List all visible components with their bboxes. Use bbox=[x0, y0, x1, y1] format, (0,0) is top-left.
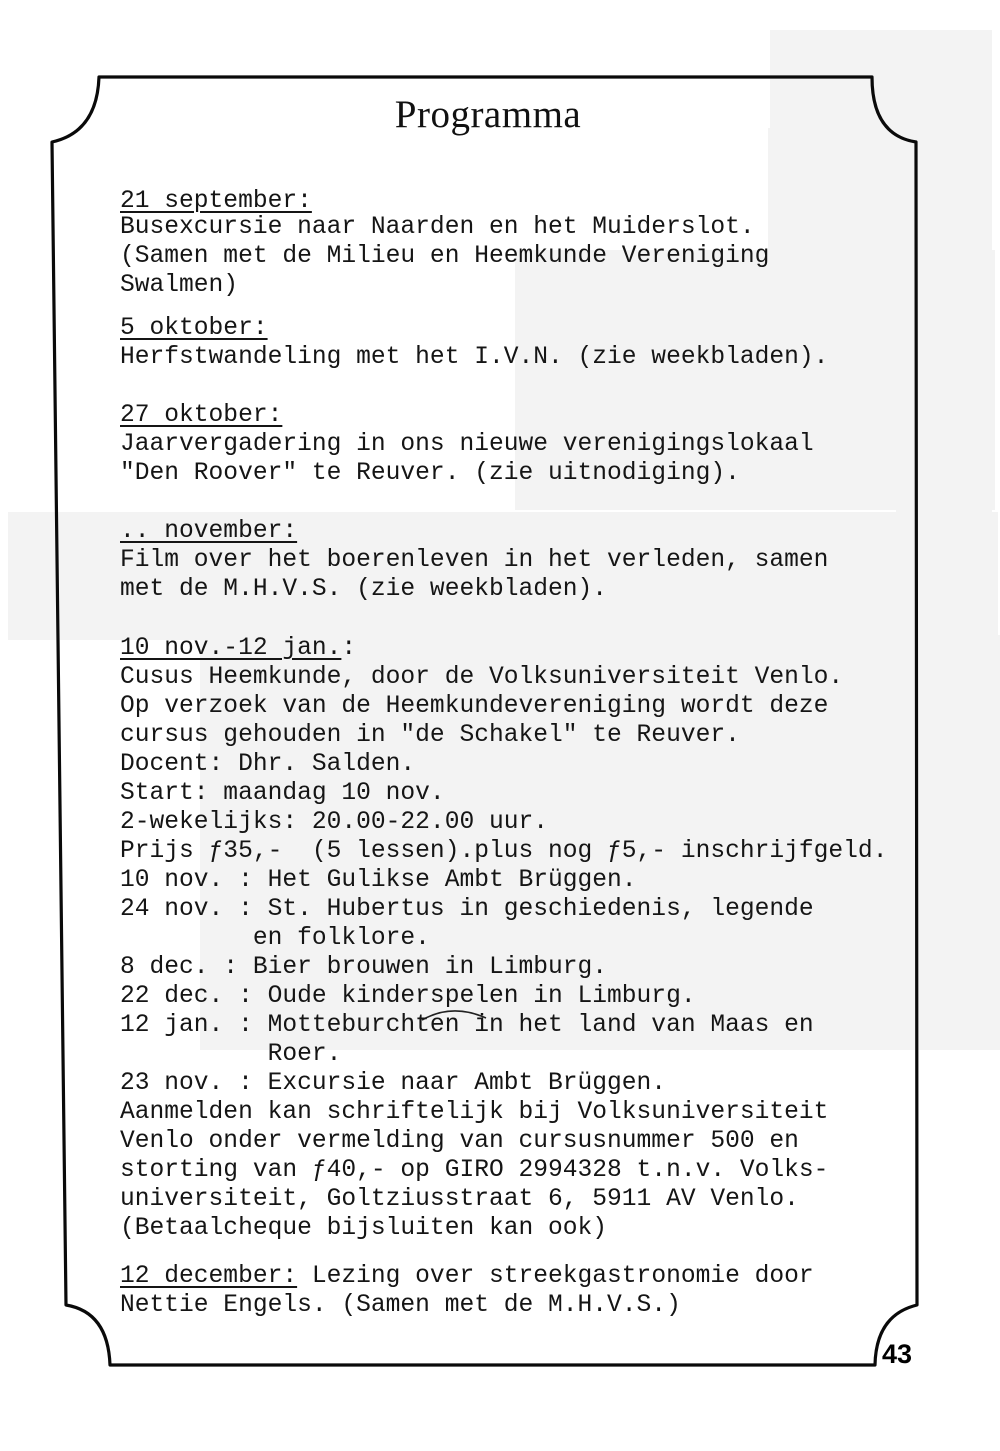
event-text: (Samen met de Milieu en Heemkunde Vereniging bbox=[120, 243, 770, 270]
event-date-suffix: : bbox=[341, 635, 357, 662]
event-text: (Betaalcheque bijsluiten kan ook) bbox=[120, 1215, 608, 1242]
event-date-line bbox=[120, 1262, 814, 1291]
event-text: Swalmen) bbox=[120, 272, 239, 299]
event-text: Aanmelden kan schriftelijk bij Volksuniversiteit bbox=[120, 1099, 829, 1126]
event-text: Busexcursie naar Naarden en het Muiderslot. bbox=[120, 214, 755, 241]
event-text: Nettie Engels. (Samen met de M.H.V.S.) bbox=[120, 1292, 681, 1319]
event-date: 12 december: bbox=[120, 1263, 298, 1290]
event-text: Film over het boerenleven in het verleden, samen bbox=[120, 547, 829, 574]
event-date-line bbox=[120, 634, 356, 663]
event-date: 5 oktober: bbox=[120, 315, 268, 342]
page-number: 43 bbox=[882, 1339, 913, 1369]
course-session: Roer. bbox=[120, 1041, 342, 1068]
event-text: Cusus Heemkunde, door de Volksuniversiteit Venlo. bbox=[120, 664, 844, 691]
event-date: 27 oktober: bbox=[120, 402, 283, 429]
event-text: Prijs ƒ35,- (5 lessen).plus nog ƒ5,- inschrijfgeld. bbox=[120, 838, 888, 865]
event-text: cursus gehouden in "de Schakel" te Reuver. bbox=[120, 722, 740, 749]
event-text: Start: maandag 10 nov. bbox=[120, 780, 445, 807]
course-session: 23 nov. : Excursie naar Ambt Brüggen. bbox=[120, 1070, 667, 1097]
course-session: 10 nov. : Het Gulikse Ambt Brüggen. bbox=[120, 867, 637, 894]
course-session: en folklore. bbox=[120, 925, 430, 952]
event-text: met de M.H.V.S. (zie weekbladen). bbox=[120, 576, 608, 603]
course-session: 8 dec. : Bier brouwen in Limburg. bbox=[120, 954, 608, 981]
event-text: Lezing over streekgastronomie door bbox=[297, 1263, 814, 1290]
course-session: 12 jan. : Motteburchten in het land van Maas en bbox=[120, 1012, 814, 1039]
event-text: 2-wekelijks: 20.00-22.00 uur. bbox=[120, 809, 549, 836]
event-date: .. november: bbox=[120, 518, 298, 545]
event-date: 21 september: bbox=[120, 188, 312, 215]
page-title: Programma bbox=[394, 93, 582, 136]
course-session: 22 dec. : Oude kinderspelen in Limburg. bbox=[120, 983, 696, 1010]
event-text: Venlo onder vermelding van cursusnummer 500 en bbox=[120, 1128, 799, 1155]
event-text: storting van ƒ40,- op GIRO 2994328 t.n.v. Volks- bbox=[120, 1157, 829, 1184]
event-text: universiteit, Goltziusstraat 6, 5911 AV Venlo. bbox=[120, 1186, 799, 1213]
event-text: Jaarvergadering in ons nieuwe verenigingslokaal bbox=[120, 431, 814, 458]
event-text: "Den Roover" te Reuver. (zie uitnodiging). bbox=[120, 460, 740, 487]
event-text: Docent: Dhr. Salden. bbox=[120, 751, 416, 778]
event-date: 10 nov.-12 jan. bbox=[120, 635, 342, 662]
event-text: Herfstwandeling met het I.V.N. (zie weekbladen). bbox=[120, 344, 829, 371]
event-text: Op verzoek van de Heemkundevereniging wordt deze bbox=[120, 693, 829, 720]
course-session: 24 nov. : St. Hubertus in geschiedenis, legende bbox=[120, 896, 814, 923]
